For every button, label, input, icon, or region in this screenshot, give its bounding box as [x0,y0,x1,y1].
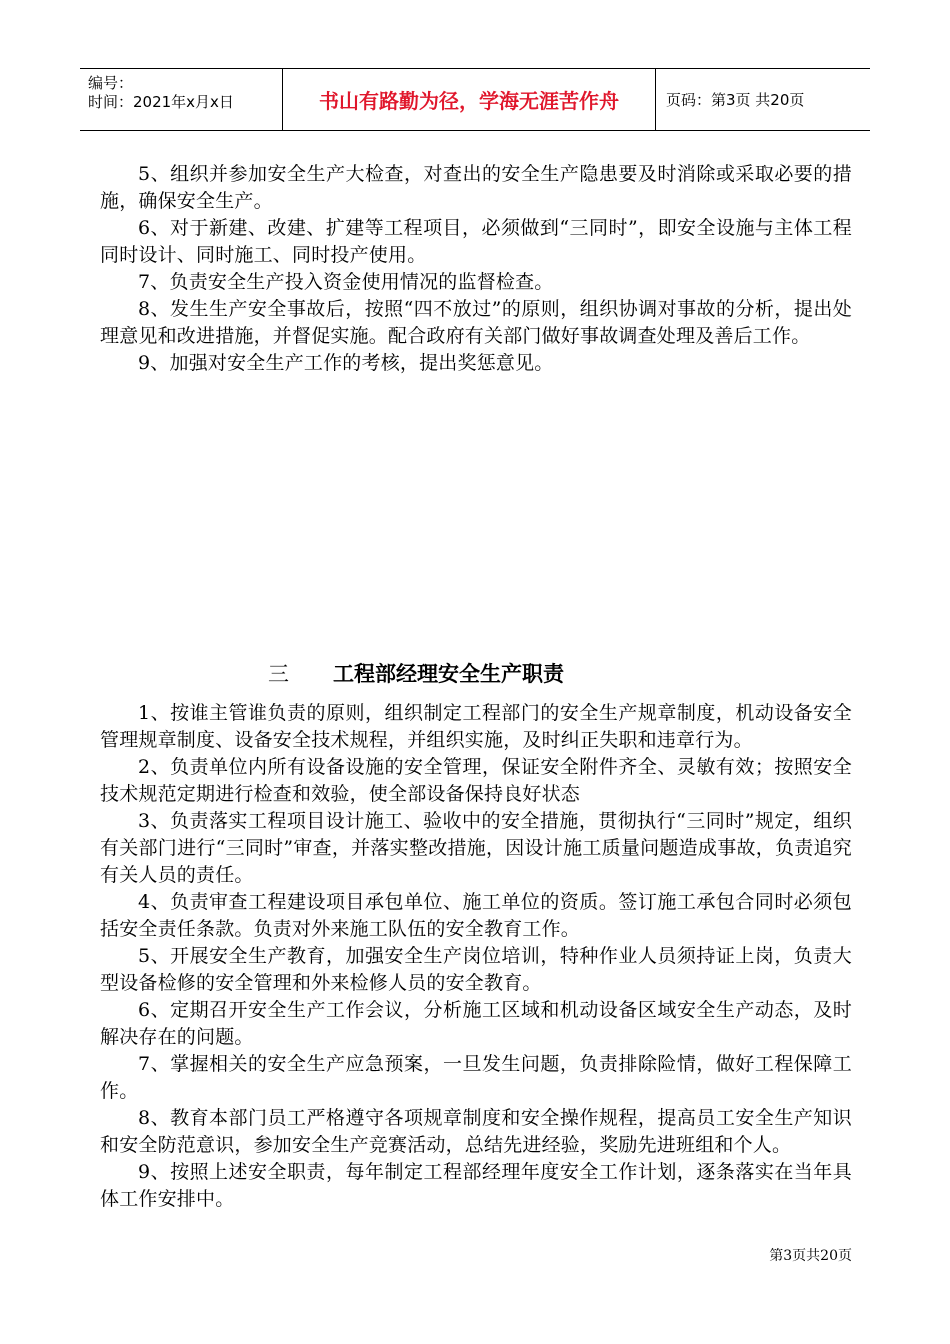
paragraph: 2、负责单位内所有设备设施的安全管理，保证安全附件齐全、灵敏有效；按照安全技术规范定期进行检查和效验，使全部设备保持良好状态 [100,756,852,805]
page-header [80,68,870,131]
paragraph: 7、负责安全生产投入资金使用情况的监督检查。 [138,271,554,293]
engineering-manager-duties [100,700,852,1213]
paragraph: 8、发生生产安全事故后，按照“四不放过”的原则，组织协调对事故的分析，提出处理意见和改进措施，并督促实施。配合政府有关部门做好事故调查处理及善后工作。 [100,298,852,347]
duties-block-continued [100,161,852,377]
paragraph: 9、按照上述安全职责，每年制定工程部经理年度安全工作计划，逐条落实在当年具体工作安排中。 [100,1161,852,1210]
header-page-code: 页码：第3页 共20页 [666,91,805,109]
doc-number-label: 编号： [88,74,134,92]
page-footer: 第3页共20页 [769,1248,852,1264]
section-heading [268,658,564,688]
paragraph: 4、负责审查工程建设项目承包单位、施工单位的资质。签订施工承包合同时必须包括安全责任条款。负责对外来施工队伍的安全教育工作。 [100,891,852,940]
paragraph: 6、对于新建、改建、扩建等工程项目，必须做到“三同时”，即安全设施与主体工程同时设计、同时施工、同时投产使用。 [100,217,852,266]
paragraph: 1、按谁主管谁负责的原则，组织制定工程部门的安全生产规章制度，机动设备安全管理规章制度、设备安全技术规程，并组织实施，及时纠正失职和违章行为。 [100,702,852,751]
paragraph: 5、组织并参加安全生产大检查，对查出的安全生产隐患要及时消除或采取必要的措施，确保安全生产。 [100,163,852,212]
paragraph: 7、掌握相关的安全生产应急预案，一旦发生问题，负责排除险情，做好工程保障工作。 [100,1053,852,1102]
paragraph: 5、开展安全生产教育，加强安全生产岗位培训，特种作业人员须持证上岗，负责大型设备检修的安全管理和外来检修人员的安全教育。 [100,945,852,994]
header-motto: 书山有路勤为径，学海无涯苦作舟 [283,69,656,130]
section-title: 工程部经理安全生产职责 [333,662,564,686]
paragraph: 6、定期召开安全生产工作会议，分析施工区域和机动设备区域安全生产动态，及时解决存在的问题。 [100,999,852,1048]
paragraph: 8、教育本部门员工严格遵守各项规章制度和安全操作规程，提高员工安全生产知识和安全防范意识，参加安全生产竞赛活动，总结先进经验，奖励先进班组和个人。 [100,1107,852,1156]
doc-date: 时间：2021年x月x日 [88,93,234,111]
paragraph: 9、加强对安全生产工作的考核，提出奖惩意见。 [138,352,554,374]
section-number: 三 [268,662,289,686]
paragraph: 3、负责落实工程项目设计施工、验收中的安全措施，贯彻执行“三同时”规定，组织有关部门进行“三同时”审查，并落实整改措施，因设计施工质量问题造成事故，负责追究有关人员的责任。 [100,810,852,886]
header-meta [80,69,283,130]
